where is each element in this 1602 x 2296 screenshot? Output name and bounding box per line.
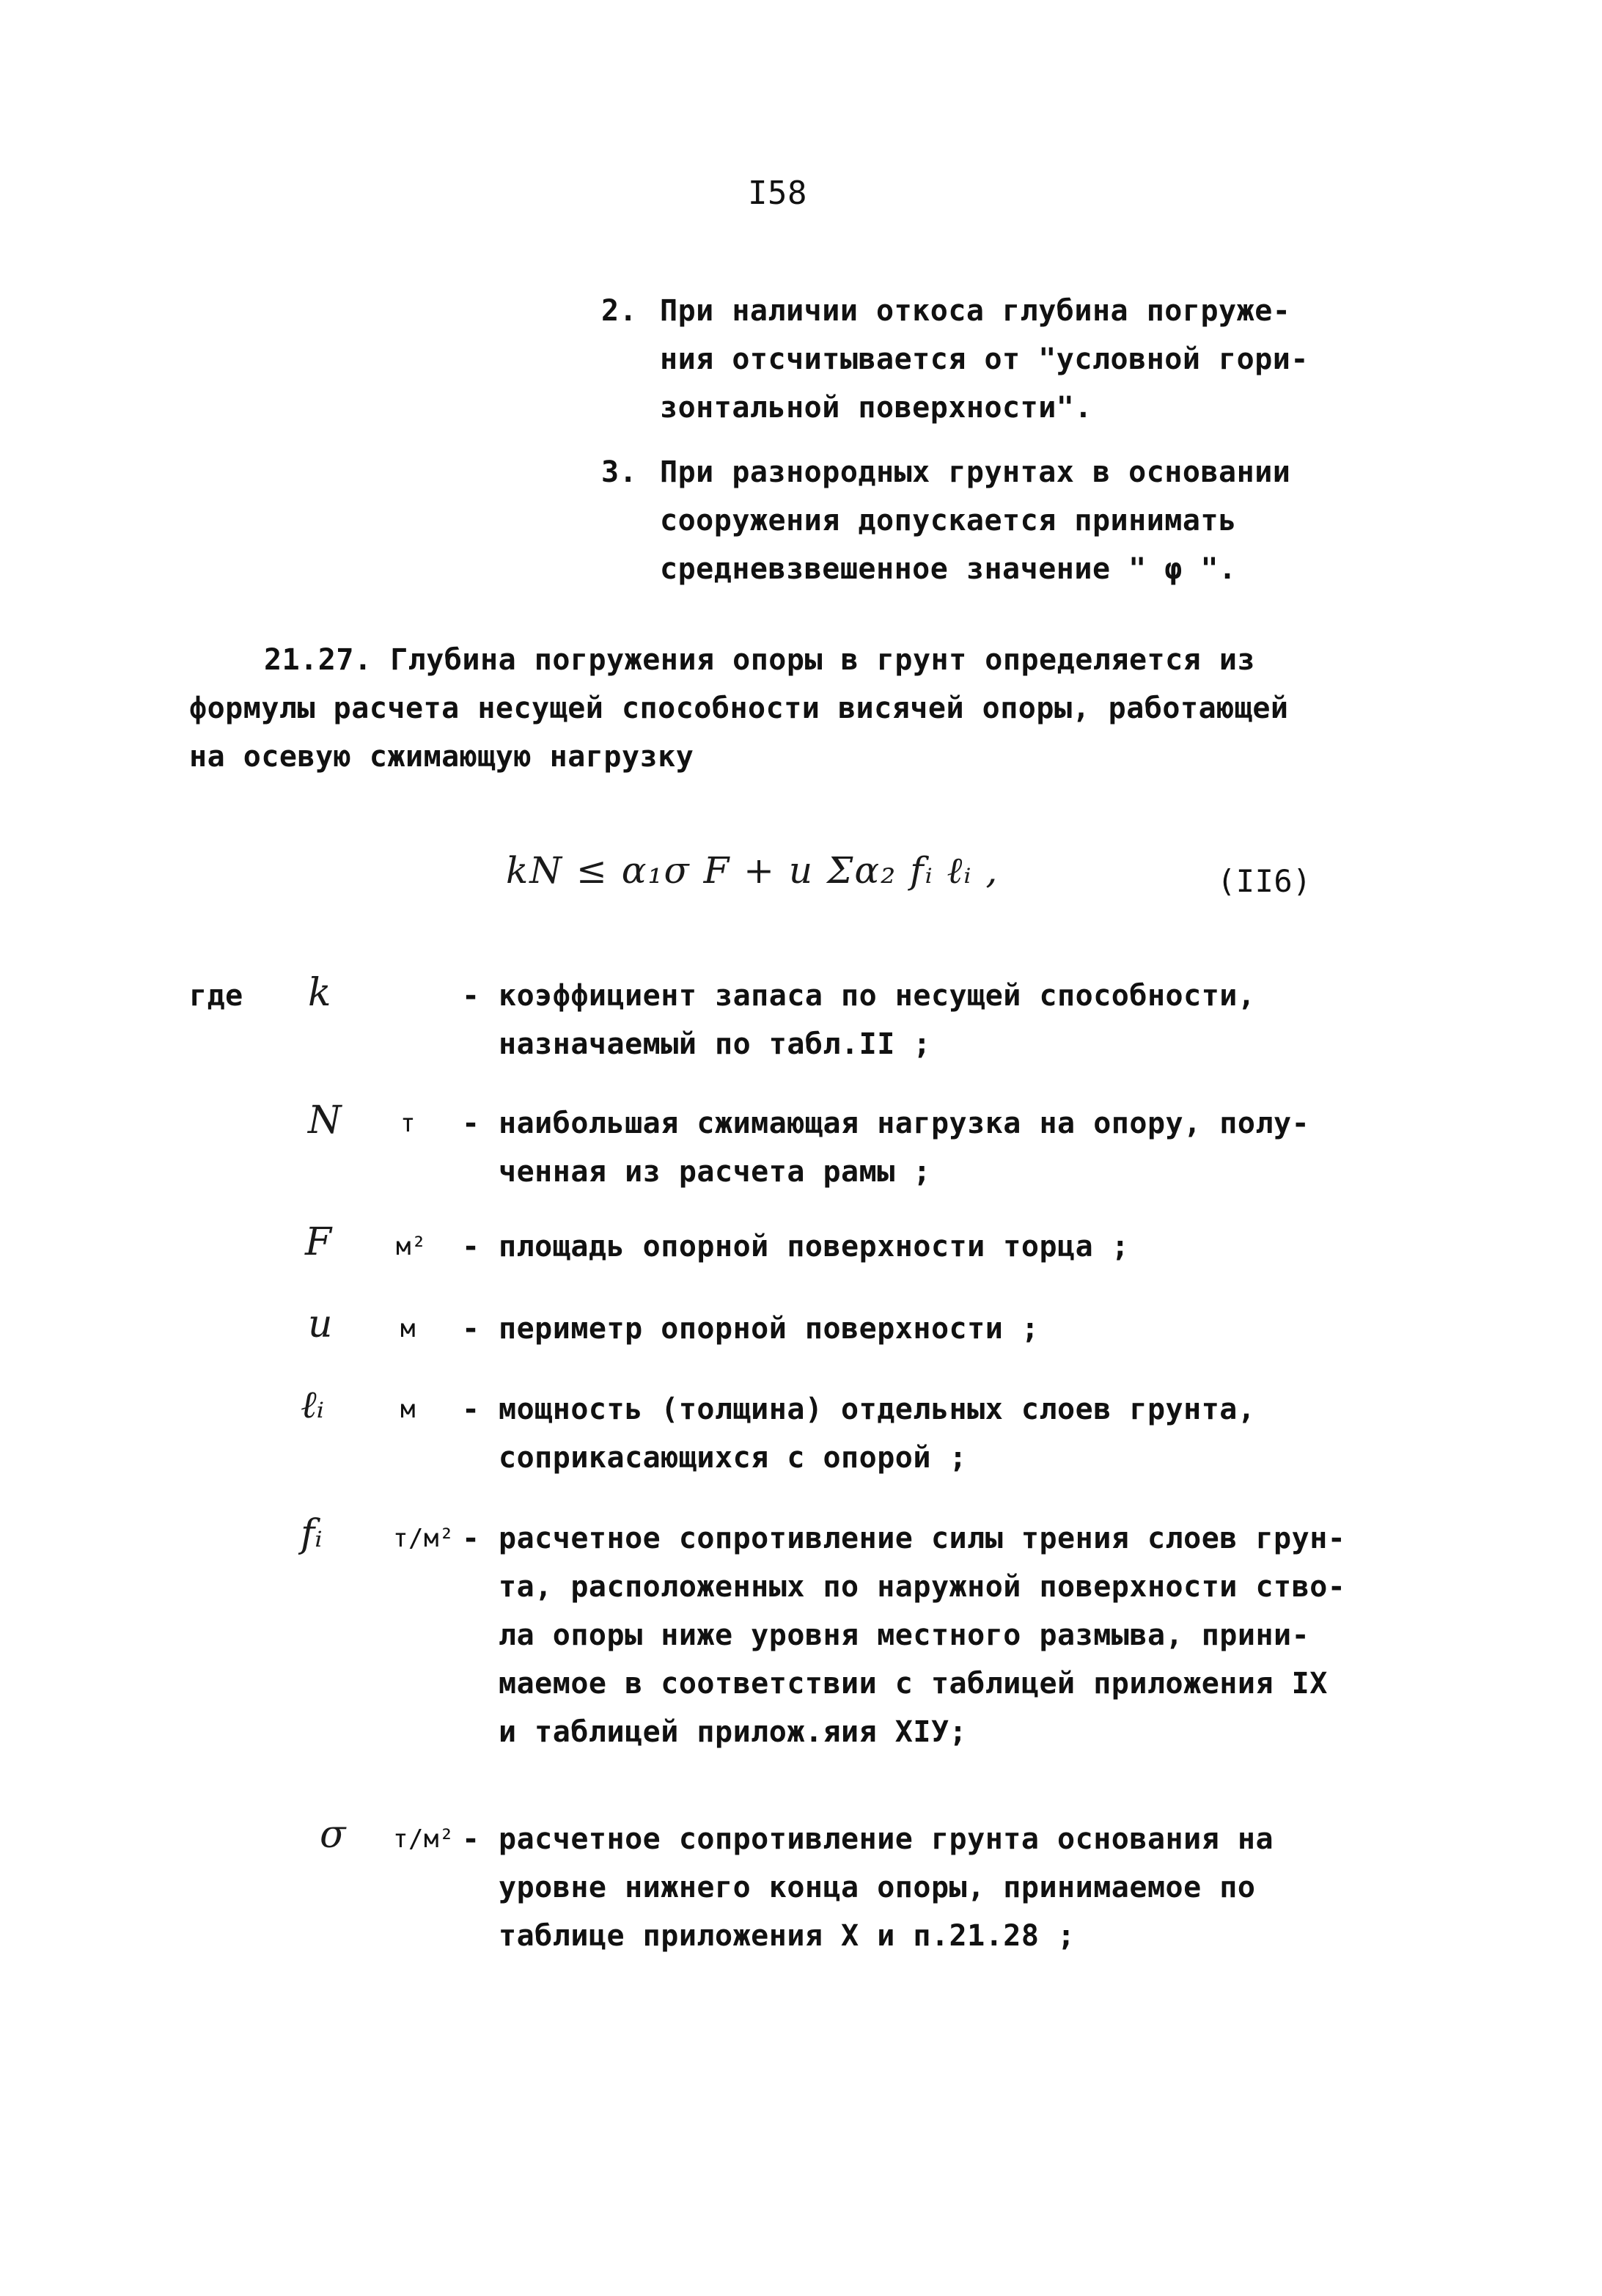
legend-dash: -	[462, 1822, 480, 1856]
legend-description-line: ла опоры ниже уровня местного размыва, прини-	[499, 1618, 1310, 1652]
legend-description-line: та, расположенных по наружной поверхности ство-	[499, 1570, 1346, 1604]
legend-unit: м²	[396, 1232, 427, 1261]
legend-dash: -	[462, 1107, 480, 1140]
paragraph-line: формулы расчета несущей способности висячей опоры, работающей	[189, 692, 1289, 725]
legend-description-line: периметр опорной поверхности ;	[499, 1312, 1040, 1346]
note-line: зонтальной поверхности".	[660, 391, 1092, 425]
legend-description-line: таблице приложения X и п.21.28 ;	[499, 1919, 1076, 1953]
where-label: где	[189, 979, 243, 1013]
formula-number: (II6)	[1217, 863, 1312, 899]
legend-dash: -	[462, 1522, 480, 1555]
legend-description-line: наибольшая сжимающая нагрузка на опору, полу-	[499, 1107, 1310, 1140]
legend-symbol: N	[308, 1099, 342, 1143]
legend-symbol: u	[308, 1302, 333, 1346]
legend-dash: -	[462, 1393, 480, 1426]
legend-unit: м	[400, 1395, 416, 1424]
legend-description-line: расчетное сопротивление грунта основания на	[499, 1822, 1274, 1856]
legend-dash: -	[462, 979, 480, 1013]
legend-unit: м	[400, 1314, 416, 1343]
page-number: I58	[748, 175, 807, 212]
note-line: средневзвешенное значение " φ ".	[660, 552, 1237, 586]
legend-symbol: k	[308, 971, 331, 1015]
legend-dash: -	[462, 1312, 480, 1346]
legend-description-line: и таблицей прилож.яия XIУ;	[499, 1715, 968, 1749]
legend-description-line: площадь опорной поверхности торца ;	[499, 1230, 1130, 1263]
note-line: При наличии откоса глубина погруже-	[660, 294, 1291, 328]
legend-symbol: ℓᵢ	[301, 1383, 325, 1427]
legend-description-line: уровне нижнего конца опоры, принимаемое по	[499, 1871, 1256, 1904]
note-line: ния отсчитывается от "условной гори-	[660, 342, 1309, 376]
legend-description-line: соприкасающихся с опорой ;	[499, 1441, 968, 1475]
legend-unit: т	[400, 1109, 416, 1138]
paragraph-line: на осевую сжимающую нагрузку	[189, 740, 694, 774]
note-line: сооружения допускается принимать	[660, 504, 1237, 538]
legend-description-line: ченная из расчета рамы ;	[499, 1155, 931, 1189]
legend-description-line: назначаемый по табл.II ;	[499, 1027, 931, 1061]
legend-symbol: F	[305, 1220, 332, 1264]
legend-unit: т/м²	[393, 1524, 455, 1553]
note-number: 2.	[601, 294, 638, 328]
legend-dash: -	[462, 1230, 480, 1263]
legend-symbol: σ	[320, 1813, 346, 1857]
legend-description-line: коэффициент запаса по несущей способности,	[499, 979, 1256, 1013]
legend-description-line: маемое в соответствии с таблицей приложения IX	[499, 1667, 1328, 1701]
formula: kN ≤ α₁σ F + u Σα₂ fᵢ ℓᵢ ,	[506, 849, 999, 892]
legend-description-line: мощность (толщина) отдельных слоев грунта,	[499, 1393, 1256, 1426]
legend-symbol: fᵢ	[301, 1512, 323, 1556]
note-number: 3.	[601, 455, 638, 489]
legend-unit: т/м²	[393, 1824, 455, 1854]
legend-description-line: расчетное сопротивление силы трения слоев грун-	[499, 1522, 1346, 1555]
paragraph-line: 21.27. Глубина погружения опоры в грунт определяется из	[264, 643, 1256, 677]
note-line: При разнородных грунтах в основании	[660, 455, 1291, 489]
